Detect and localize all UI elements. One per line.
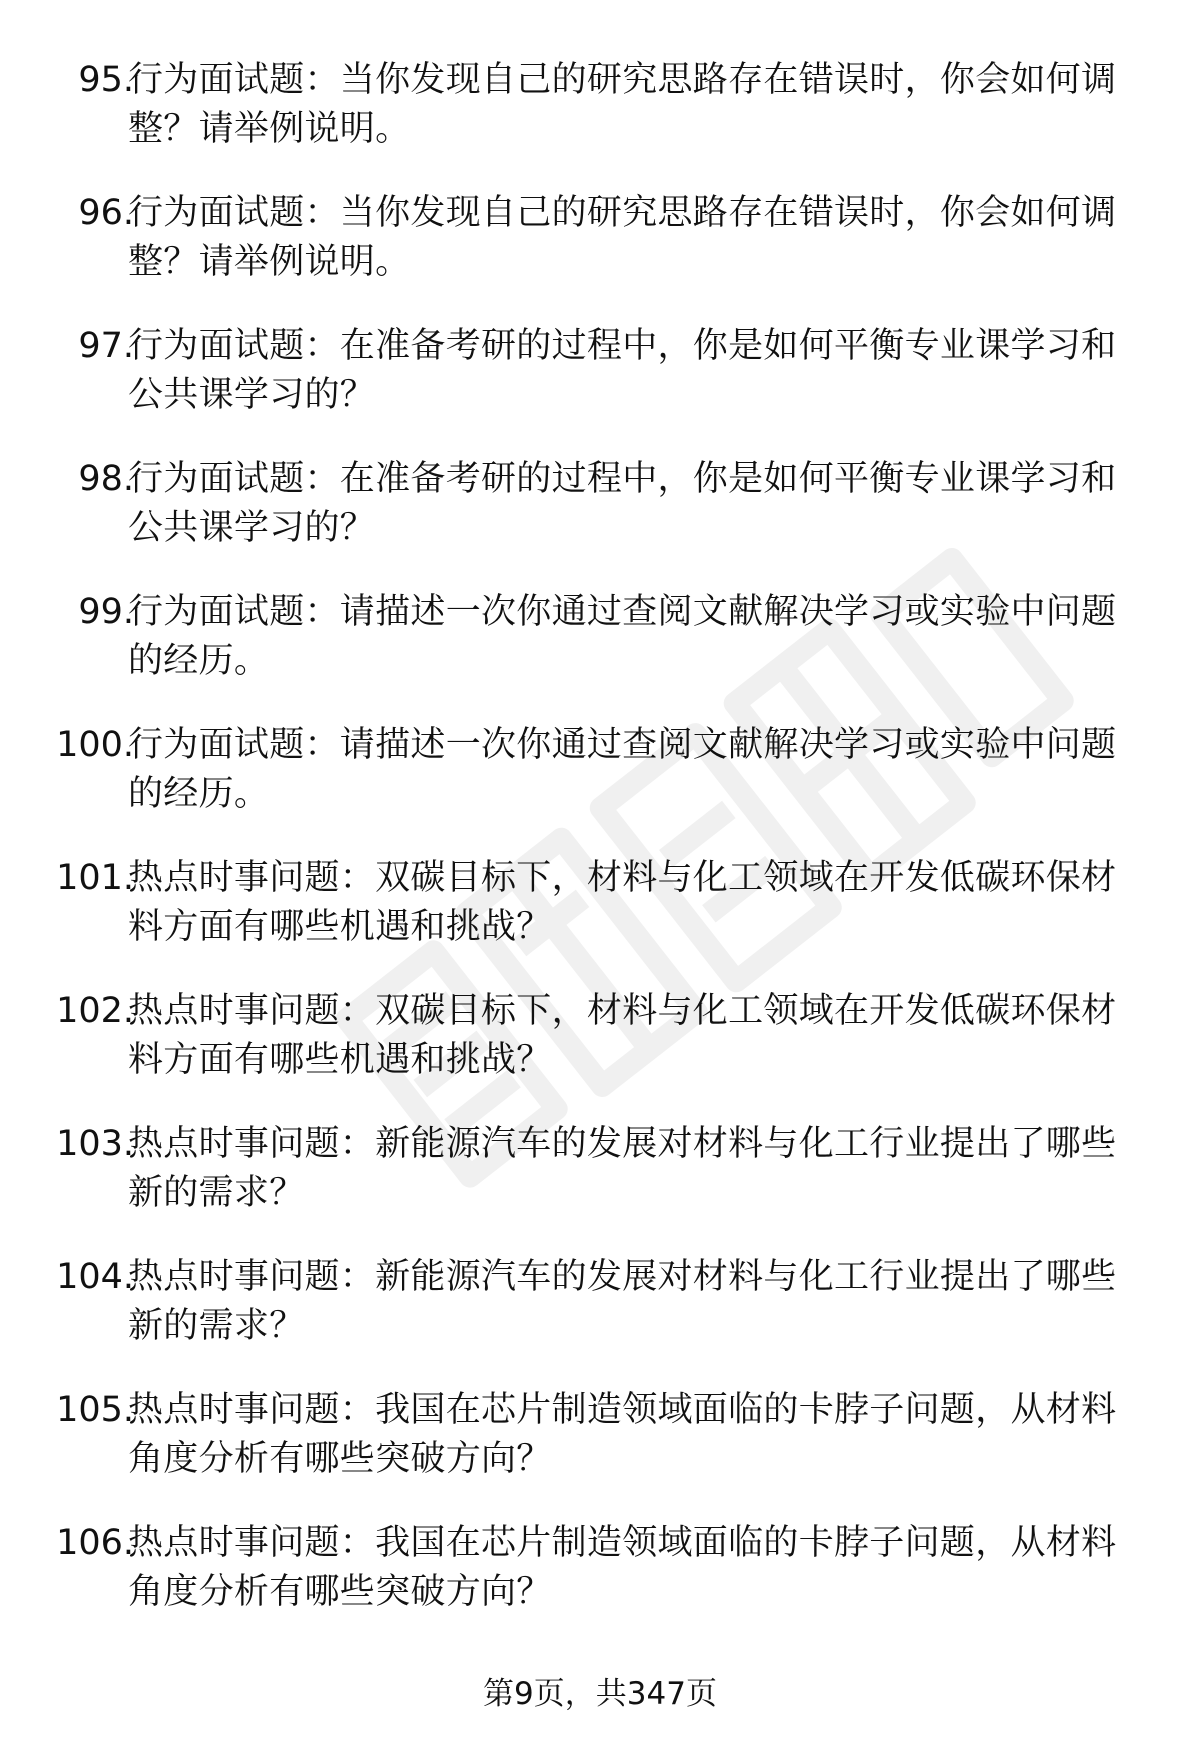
question-item — [0, 56, 1200, 189]
question-item — [0, 1253, 1200, 1386]
question-text: 热点时事问题：新能源汽车的发展对材料与化工行业提出了哪些新的需求？ — [128, 1124, 1117, 1213]
question-text: 行为面试题：当你发现自己的研究思路存在错误时，你会如何调整？请举例说明。 — [128, 60, 1117, 149]
question-text: 行为面试题：在准备考研的过程中，你是如何平衡专业课学习和公共课学习的？ — [128, 326, 1117, 415]
page-number-label: 第9页，共347页 — [483, 1676, 717, 1712]
question-item — [0, 588, 1200, 721]
question-text: 热点时事问题：我国在芯片制造领域面临的卡脖子问题，从材料角度分析有哪些突破方向？ — [128, 1523, 1117, 1612]
question-number: 105. — [56, 1390, 134, 1430]
question-number: 103. — [56, 1124, 134, 1164]
question-text: 行为面试题：请描述一次你通过查阅文献解决学习或实验中问题的经历。 — [128, 725, 1117, 814]
question-number: 102. — [56, 991, 134, 1031]
question-number: 98. — [78, 459, 134, 499]
question-text: 行为面试题：当你发现自己的研究思路存在错误时，你会如何调整？请举例说明。 — [128, 193, 1117, 282]
question-text: 热点时事问题：双碳目标下，材料与化工领域在开发低碳环保材料方面有哪些机遇和挑战？ — [128, 991, 1117, 1080]
question-number: 106. — [56, 1523, 134, 1563]
question-item — [0, 322, 1200, 455]
question-item — [0, 721, 1200, 854]
question-item — [0, 455, 1200, 588]
question-number: 95. — [78, 60, 134, 100]
question-item — [0, 1386, 1200, 1519]
question-item — [0, 987, 1200, 1120]
question-item — [0, 1120, 1200, 1253]
question-number: 104. — [56, 1257, 134, 1297]
question-number: 96. — [78, 193, 134, 233]
question-number: 100. — [56, 725, 134, 765]
question-number: 97. — [78, 326, 134, 366]
question-number: 99. — [78, 592, 134, 632]
question-item — [0, 189, 1200, 322]
question-text: 行为面试题：请描述一次你通过查阅文献解决学习或实验中问题的经历。 — [128, 592, 1117, 681]
question-text: 行为面试题：在准备考研的过程中，你是如何平衡专业课学习和公共课学习的？ — [128, 459, 1117, 548]
question-number: 101. — [56, 858, 134, 898]
question-list — [0, 56, 1200, 1652]
page-footer — [0, 1674, 1200, 1714]
question-text: 热点时事问题：新能源汽车的发展对材料与化工行业提出了哪些新的需求？ — [128, 1257, 1117, 1346]
question-text: 热点时事问题：双碳目标下，材料与化工领域在开发低碳环保材料方面有哪些机遇和挑战？ — [128, 858, 1117, 947]
question-text: 热点时事问题：我国在芯片制造领域面临的卡脖子问题，从材料角度分析有哪些突破方向？ — [128, 1390, 1117, 1479]
question-item — [0, 854, 1200, 987]
question-item — [0, 1519, 1200, 1652]
